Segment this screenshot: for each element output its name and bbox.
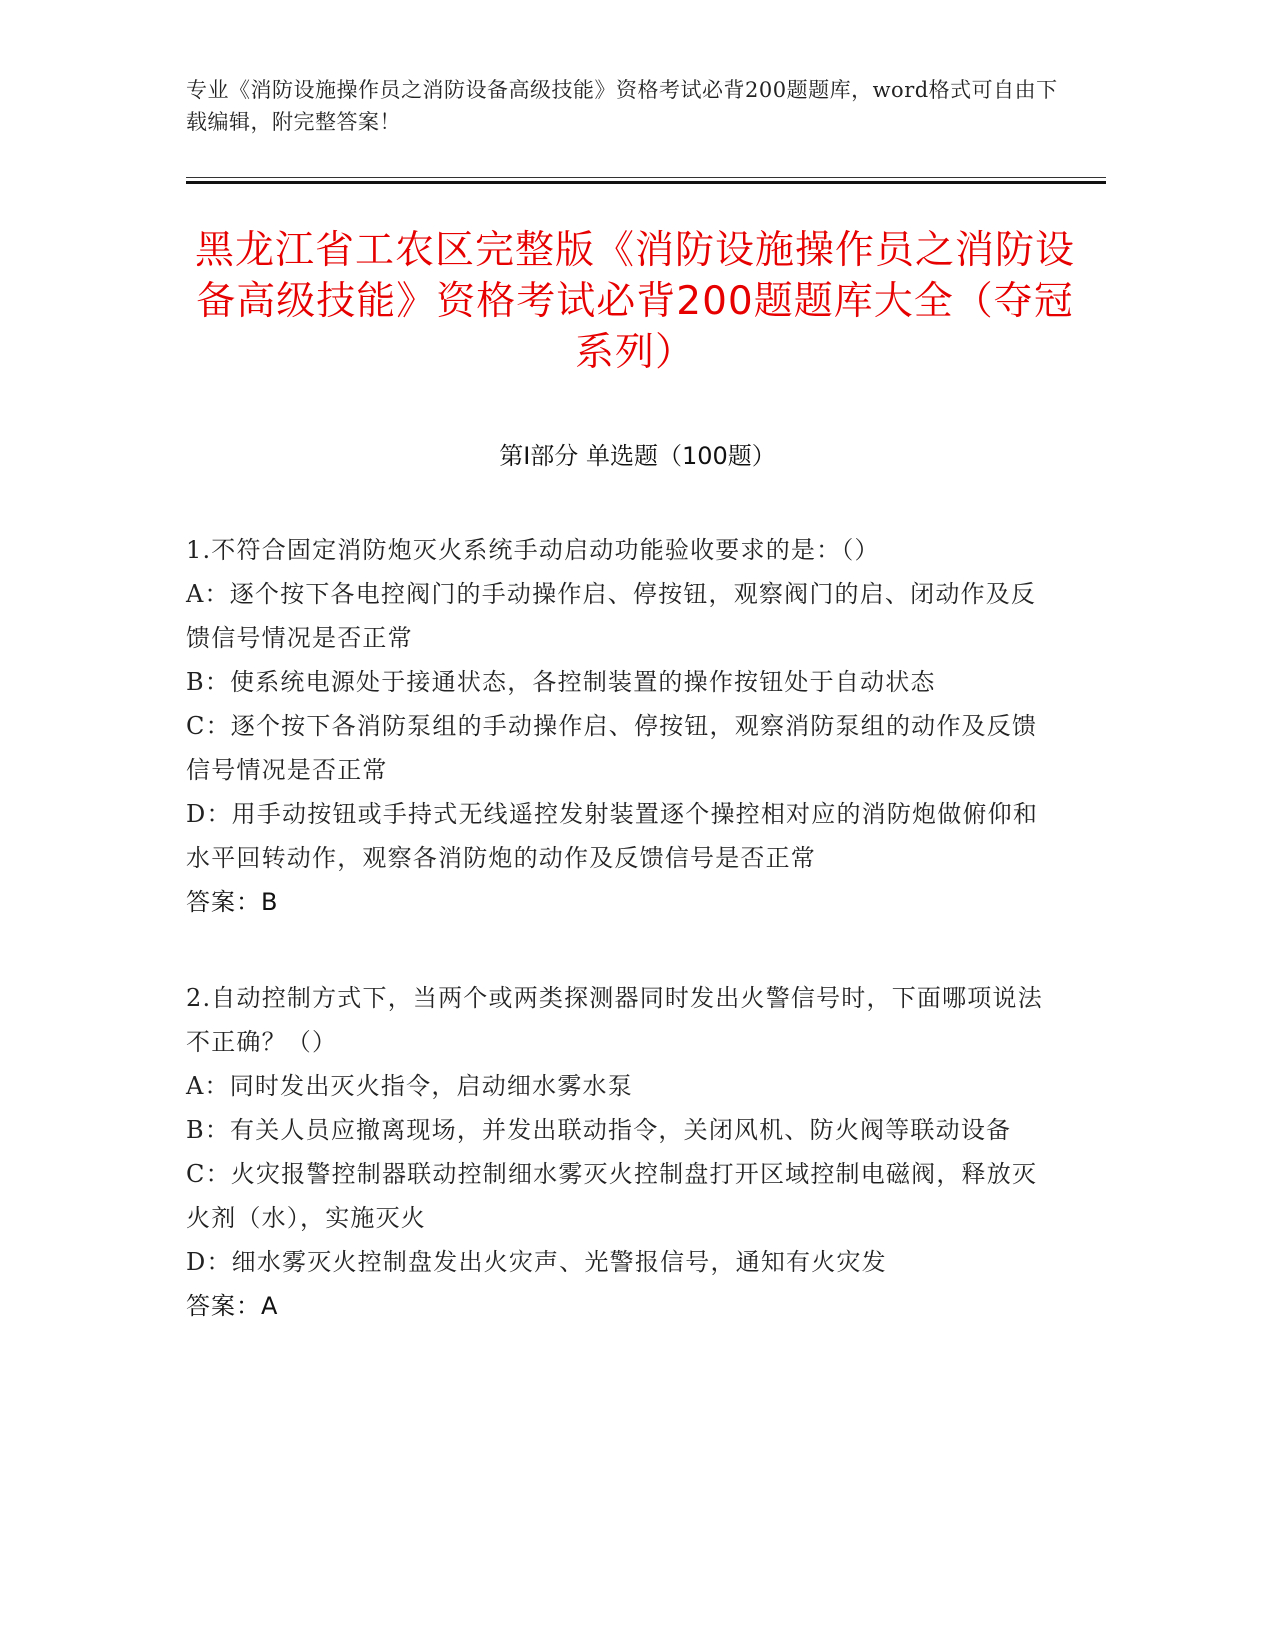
answer-line: 答案：A	[186, 1292, 279, 1320]
option-a: A：同时发出灭火指令，启动细水雾水泵	[186, 1072, 633, 1100]
option-d: D：用手动按钮或手持式无线遥控发射装置逐个操控相对应的消防炮做俯仰和水平回转动作，观察各消防炮的动作及反馈信号是否正常	[186, 800, 1039, 872]
document-title: 黑龙江省工农区完整版《消防设施操作员之消防设备高级技能》资格考试必背200题题库大全（夺冠系列）	[194, 228, 1075, 375]
answer-line: 答案：B	[186, 888, 279, 916]
option-c: C：逐个按下各消防泵组的手动操作启、停按钮，观察消防泵组的动作及反馈信号情况是否正常	[186, 712, 1038, 784]
question-block	[186, 976, 1056, 1328]
option-a: A：逐个按下各电控阀门的手动操作启、停按钮，观察阀门的启、闭动作及反馈信号情况是否正常	[186, 580, 1037, 652]
question-stem: 2.自动控制方式下，当两个或两类探测器同时发出火警信号时，下面哪项说法不正确？（）	[186, 984, 1043, 1056]
option-c: C：火灾报警控制器联动控制细水雾灭火控制盘打开区域控制电磁阀，释放灭火剂（水），实施灭火	[186, 1160, 1038, 1232]
header-divider-thick	[186, 181, 1106, 184]
option-b: B：使系统电源处于接通状态，各控制装置的操作按钮处于自动状态	[186, 668, 936, 696]
option-d: D：细水雾灭火控制盘发出火灾声、光警报信号，通知有火灾发	[186, 1248, 887, 1276]
option-b: B：有关人员应撤离现场，并发出联动指令，关闭风机、防火阀等联动设备	[186, 1116, 1012, 1144]
header-note: 专业《消防设施操作员之消防设备高级技能》资格考试必背200题题库，word格式可自由下载编辑，附完整答案！	[186, 78, 1058, 134]
question-block	[186, 528, 1056, 924]
section-heading: 第I部分 单选题（100题）	[499, 442, 776, 470]
header-divider-thin	[186, 177, 1106, 178]
question-stem: 1.不符合固定消防炮灭火系统手动启动功能验收要求的是：（）	[186, 536, 880, 564]
